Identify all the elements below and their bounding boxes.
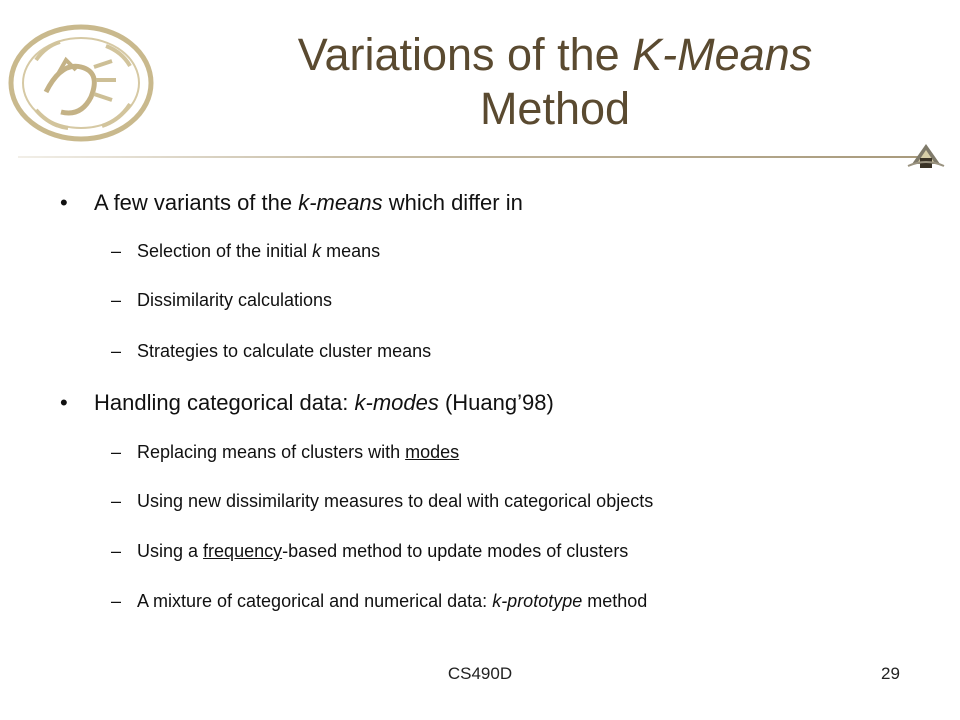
university-seal-icon xyxy=(6,22,156,144)
sub-text: means xyxy=(321,241,381,261)
page-number: 29 xyxy=(881,664,900,683)
sub-underline: modes xyxy=(405,442,460,462)
sub-text: Dissimilarity calculations xyxy=(137,290,333,310)
sub-text: method xyxy=(582,591,648,611)
bullet-dash: – xyxy=(111,442,122,462)
title-prefix: Variations of the xyxy=(297,29,633,80)
bullet-dot: • xyxy=(60,390,68,415)
bullet-italic: k-means xyxy=(298,190,383,215)
sub-italic: k-prototype xyxy=(492,591,583,611)
bullet-italic: k-modes xyxy=(354,390,439,415)
sub-text: Using new dissimilarity measures to deal with categorical objects xyxy=(137,491,654,511)
bullet-dash: – xyxy=(111,591,122,611)
slide-title xyxy=(190,28,920,136)
bullet-dash: – xyxy=(111,241,122,261)
bullet-text: (Huang’98) xyxy=(438,390,554,415)
sub-text: Strategies to calculate cluster means xyxy=(137,341,432,361)
sub-text: Using a xyxy=(137,541,204,561)
bullet-text: which differ in xyxy=(382,190,523,215)
title-divider xyxy=(18,156,923,158)
sub-text: A mixture of categorical and numerical data: xyxy=(137,591,493,611)
sub-underline: frequency xyxy=(203,541,283,561)
bullet-text: Handling categorical data: xyxy=(94,390,355,415)
sub-text: Selection of the initial xyxy=(137,241,313,261)
footer-course: CS490D xyxy=(447,664,513,683)
sub-italic: k xyxy=(312,241,322,261)
bullet-text: A few variants of the xyxy=(94,190,299,215)
title-italic: K-Means xyxy=(632,29,813,80)
bullet-dash: – xyxy=(111,341,122,361)
bullet-dash: – xyxy=(111,290,122,310)
bullet-dash: – xyxy=(111,491,122,511)
bullet-dash: – xyxy=(111,541,122,561)
sub-text: Replacing means of clusters with xyxy=(137,442,406,462)
bullet-dot: • xyxy=(60,190,68,215)
title-line2: Method xyxy=(479,83,631,134)
crest-icon xyxy=(906,136,946,176)
sub-text: -based method to update modes of clusters xyxy=(282,541,629,561)
